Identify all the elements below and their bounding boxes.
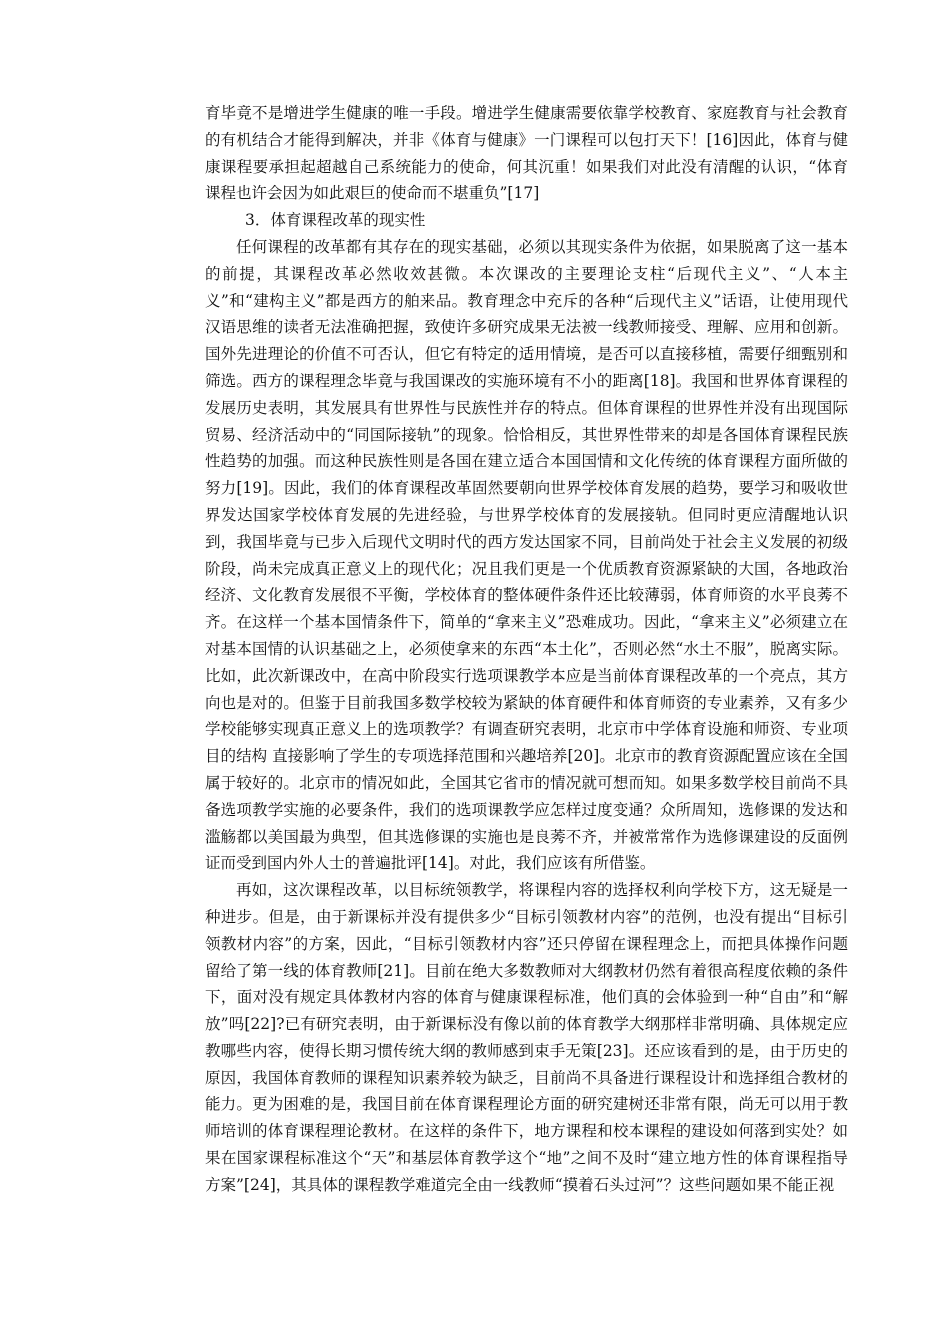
- paragraph-reality-basis: 任何课程的改革都有其存在的现实基础，必须以其现实条件为依据，如果脱离了这一基本的前提，其课程改革必然收效甚微。本次课改的主要理论支柱“后现代主义”、“人本主义”和“建构主义”都是西方的舶来品。教育理念中充斥的各种“后现代主义”话语，让使用现代汉语思维的读者无法准确把握，致使许多研究成果无法被一线教师接受、理解、应用和创新。国外先进理论的价值不可否认，但它有特定的适用情境，是否可以直接移植，需要仔细甄别和筛选。西方的课程理念毕竟与我国课改的实施环境有不小的距离[18]。我国和世界体育课程的发展历史表明，其发展具有世界性与民族性并存的特点。但体育课程的世界性并没有出现国际贸易、经济活动中的“同国际接轨”的现象。恰恰相反，其世界性带来的却是各国体育课程民族性趋势的加强。而这种民族性则是各国在建立适合本国国情和文化传统的体育课程方面所做的努力[19]。因此，我们的体育课程改革固然要朝向世界学校体育发展的趋势，要学习和吸收世界发达国家学校体育发展的先进经验，与世界学校体育的发展接轨。但同时更应清醒地认识到，我国毕竟与已步入后现代文明时代的西方发达国家不同，目前尚处于社会主义发展的初级阶段，尚未完成真正意义上的现代化；况且我们更是一个优质教育资源紧缺的大国，各地政治经济、文化教育发展很不平衡，学校体育的整体硬件条件还比较薄弱，体育师资的水平良莠不齐。在这样一个基本国情条件下，简单的“拿来主义”恐难成功。因此，“拿来主义”必须建立在对基本国情的认识基础之上，必须使拿来的东西“本土化”，否则必然“水土不服”，脱离实际。比如，此次新课改中，在高中阶段实行选项课教学本应是当前体育课程改革的一个亮点，其方向也是对的。但鉴于目前我国多数学校较为紧缺的体育硬件和体育师资的专业素养，又有多少学校能够实现真正意义上的选项教学？有调查研究表明，北京市中学体育设施和师资、专业项目的结构 直接影响了学生的专项选择范围和兴趣培养[20]。北京市的教育资源配置应该在全国属于较好的。北京市的情况如此，全国其它省市的情况就可想而知。如果多数学校目前尚不具备选项教学实施的必要条件，我们的选项课教学应怎样过度变通？众所周知，选修课的发达和滥觞都以美国最为典型，但其选修课的实施也是良莠不齐，并被常常作为选修课建设的反面例证而受到国内外人士的普遍批评[14]。对此，我们应该有所借鉴。: [205, 237, 848, 873]
- section-heading: 3．体育课程改革的现实性: [245, 211, 426, 230]
- document-page: [205, 100, 848, 1199]
- paragraph-curriculum-objectives: 再如，这次课程改革，以目标统领教学，将课程内容的选择权利向学校下方，这无疑是一种进步。但是，由于新课标并没有提供多少“目标引领教材内容”的范例，也没有提出“目标引领教材内容”的方案，因此，“目标引领教材内容”还只停留在课程理念上，而把具体操作问题留给了第一线的体育教师[21]。目前在绝大多数教师对大纲教材仍然有着很高程度依赖的条件下，面对没有规定具体教材内容的体育与健康课程标准，他们真的会体验到一种“自由”和“解放”吗[22]?已有研究表明，由于新课标没有像以前的体育教学大纲那样非常明确、具体规定应教哪些内容，使得长期习惯传统大纲的教师感到束手无策[23]。还应该看到的是，由于历史的原因，我国体育教师的课程知识素养较为缺乏，目前尚不具备进行课程设计和选择组合教材的能力。更为困难的是，我国目前在体育课程理论方面的研究建树还非常有限，尚无可以用于教师培训的体育课程理论教材。在这样的条件下，地方课程和校本课程的建设如何落到实处？如果在国家课程标准这个“天”和基层体育教学这个“地”之间不及时“建立地方性的体育课程指导方案”[24]，其具体的课程教学难道完全由一线教师“摸着石头过河”？这些问题如果不能正视: [205, 881, 848, 1194]
- paragraph-continued: 育毕竟不是增进学生健康的唯一手段。增进学生健康需要依靠学校教育、家庭教育与社会教育的有机结合才能得到解决，并非《体育与健康》一门课程可以包打天下！[16]因此，体育与健康课程要承担起超越自己系统能力的使命，何其沉重！如果我们对此没有清醒的认识，“体育课程也许会因为如此艰巨的使命而不堪重负”[17]: [205, 104, 848, 203]
